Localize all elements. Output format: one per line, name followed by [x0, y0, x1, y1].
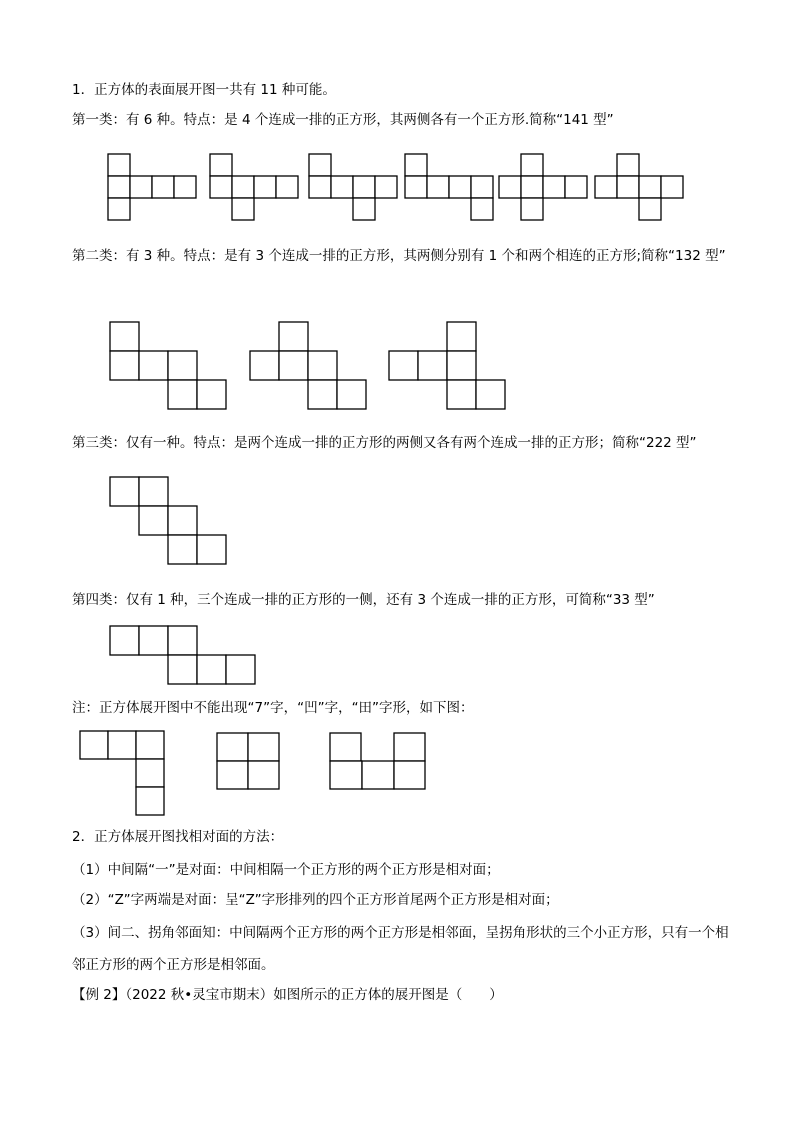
forbidden-tian-shape — [217, 733, 279, 789]
net-132-3 — [389, 322, 505, 409]
note-forbidden-shapes: 注：正方体展开图中不能出现“7”字，“凹”字，“田”字形，如下图： — [72, 700, 474, 716]
type4-description: 第四类：仅有 1 种，三个连成一排的正方形的一侧，还有 3 个连成一排的正方形，可简称“33 型” — [72, 592, 655, 608]
net-132-2 — [250, 322, 366, 409]
net-141-5 — [499, 154, 587, 220]
section2-heading: 2．正方体展开图找相对面的方法： — [72, 829, 284, 845]
net-141-3 — [309, 154, 397, 220]
rule-3: （3）间二、拐角邻面知：中间隔两个正方形的两个正方形是相邻面，呈拐角形状的三个小正方形，只有一个相邻正方形的两个正方形是相邻面。 — [72, 925, 729, 973]
net-141-2 — [210, 154, 298, 220]
net-141-6 — [595, 154, 683, 220]
type2-description: 第二类：有 3 种。特点：是有 3 个连成一排的正方形，其两侧分别有 1 个和两个相连的正方形;简称“132 型” — [72, 248, 726, 264]
net-141-4 — [405, 154, 493, 220]
type3-description: 第三类：仅有一种。特点：是两个连成一排的正方形的两侧又各有两个连成一排的正方形；简称“222 型” — [72, 435, 697, 451]
section1-heading: 1．正方体的表面展开图一共有 11 种可能。 — [72, 82, 336, 98]
forbidden-7-shape — [80, 731, 164, 815]
rule-2: （2）“Z”字两端是对面：呈“Z”字形排列的四个正方形首尾两个正方形是相对面； — [72, 892, 559, 908]
net-33 — [110, 626, 255, 684]
net-222 — [110, 477, 226, 564]
forbidden-ao-shape — [330, 733, 425, 789]
type1-description: 第一类：有 6 种。特点：是 4 个连成一排的正方形，其两侧各有一个正方形.简称“141 型” — [72, 112, 614, 128]
net-132-1 — [110, 322, 226, 409]
net-141-1 — [108, 154, 196, 220]
rule-1: （1）中间隔“一”是对面：中间相隔一个正方形的两个正方形是相对面； — [72, 862, 500, 878]
example-2-question: 【例 2】（2022 秋•灵宝市期末）如图所示的正方体的展开图是（ ） — [72, 987, 503, 1003]
